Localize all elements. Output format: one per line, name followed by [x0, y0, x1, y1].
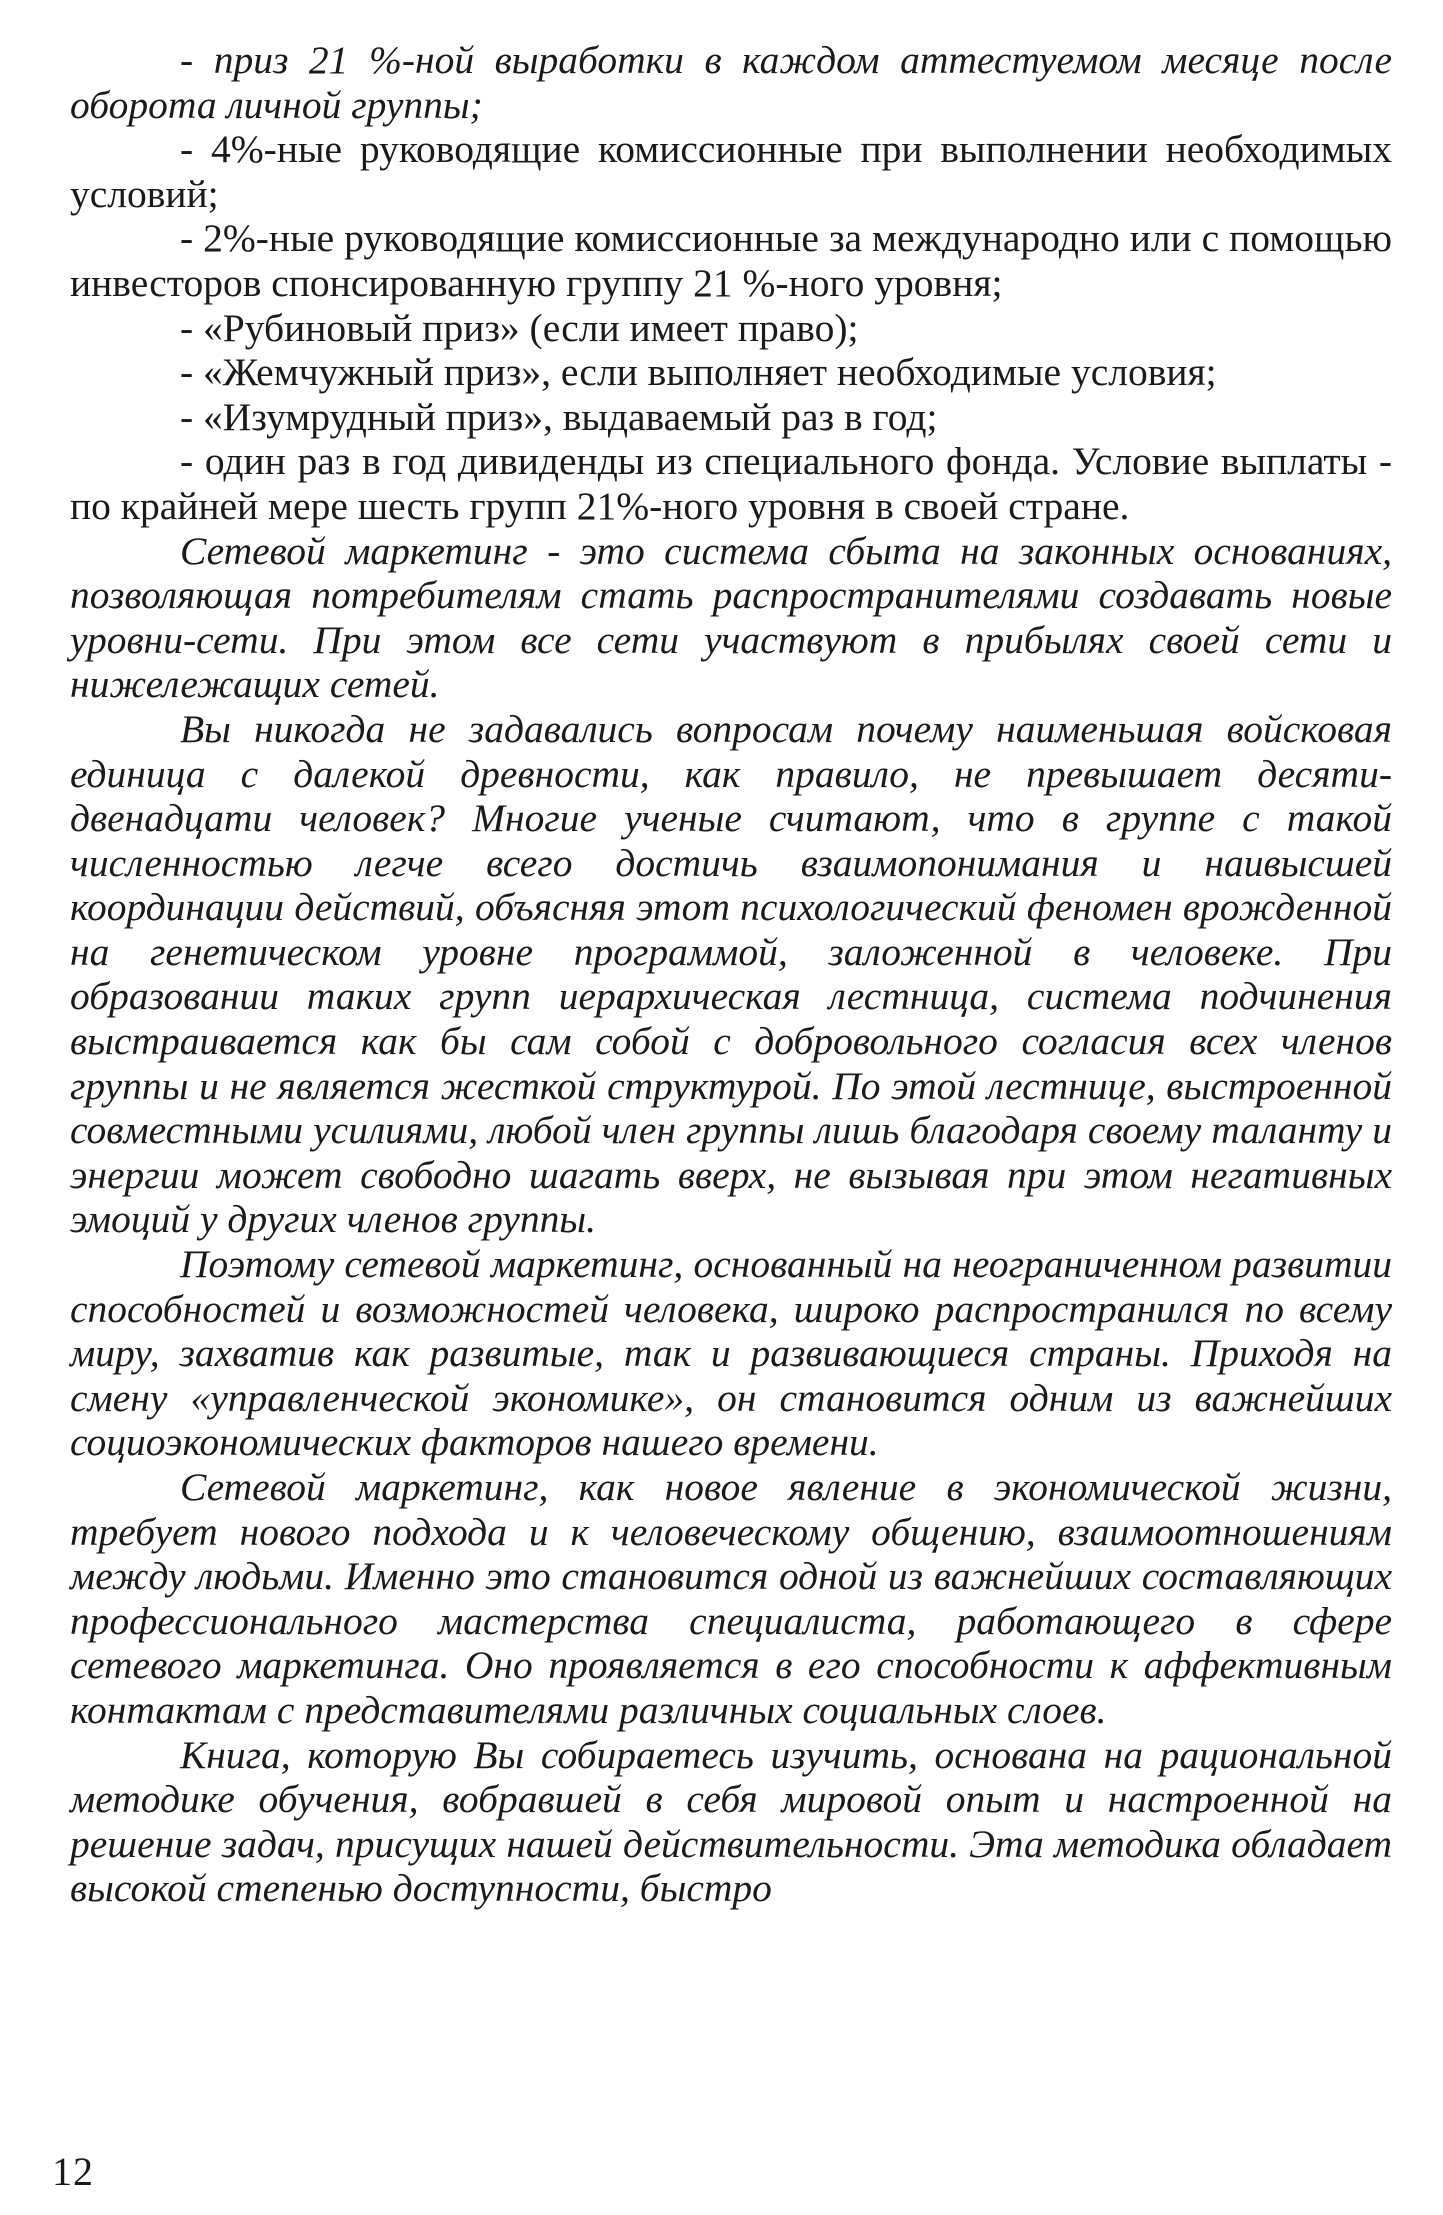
- paragraph-pearl-prize: - «Жемчужный приз», если выполняет необходимые условия;: [180, 350, 1217, 395]
- page-number: 12: [52, 2149, 94, 2194]
- paragraph-network-marketing-definition: Сетевой маркетинг - это система сбыта на законных основаниях, позволяющая потребителям стать распространителями создавать новые уровни-сети. При этом все сети участвуют в прибылях своей сети и нижележащих сетей.: [70, 528, 1392, 707]
- paragraph-new-approach: Сетевой маркетинг, как новое явление в экономической жизни, требует нового подхода и к человеческому общению, взаимоотношениям между людьми. Именно это становится одной из важнейших составляющих профессионального мастерства специалиста, работающего в сфере сетевого маркетинга. Оно проявляется в его способности к аффективным контактам с представителями различных социальных слоев.: [70, 1465, 1392, 1732]
- paragraph-emerald-prize: - «Изумрудный приз», выдаваемый раз в год;: [180, 394, 938, 439]
- paragraph-commission-2: - 2%-ные руководящие комиссионные за международно или с помощью инвесторов спонсированную группу 21 %-ного уровня;: [70, 216, 1392, 305]
- paragraph-ruby-prize: - «Рубиновый приз» (если имеет право);: [180, 305, 859, 350]
- page-body-text: [70, 38, 1392, 1911]
- paragraph-dividends: - один раз в год дивиденды из специального фонда. Условие выплаты - по крайней мере шесть групп 21%-ного уровня в своей стране.: [70, 439, 1392, 528]
- paragraph-commission-4: - 4%-ные руководящие комиссионные при выполнении необходимых условий;: [70, 127, 1392, 216]
- paragraph-military-unit: Вы никогда не задавались вопросам почему наименьшая войсковая единица с далекой древности, как правило, не превышает десяти-двенадцати человек? Многие ученые считают, что в группе с такой численностью легче всего достичь взаимопонимания и наивысшей координации действий, объясняя этот психологический феномен врожденной на генетическом уровне программой, заложенной в человеке. При образовании таких групп иерархическая лестница, система подчинения выстраивается как бы сам собой с добровольного согласия всех членов группы и не является жесткой структурой. По этой лестнице, выстроенной совместными усилиями, любой член группы лишь благодаря своему таланту и энергии может свободно шагать вверх, не вызывая при этом негативных эмоций у других членов группы.: [70, 706, 1392, 1242]
- paragraph-book-method: Книга, которую Вы собираетесь изучить, основана на рациональной методике обучения, вобравшей в себя мировой опыт и настроенной на решение задач, присущих нашей действительности. Эта методика обладает высокой степенью доступности, быстро: [70, 1732, 1392, 1911]
- paragraph-worldwide-spread: Поэтому сетевой маркетинг, основанный на неограниченном развитии способностей и возможностей человека, широко распространился по всему миру, захватив как развитые, так и развивающиеся страны. Приходя на смену «управленческой экономике», он становится одним из важнейших социоэкономических факторов нашего времени.: [70, 1242, 1392, 1465]
- paragraph-prize-21: - приз 21 %-ной выработки в каждом аттестуемом месяце после оборота личной группы;: [70, 38, 1392, 127]
